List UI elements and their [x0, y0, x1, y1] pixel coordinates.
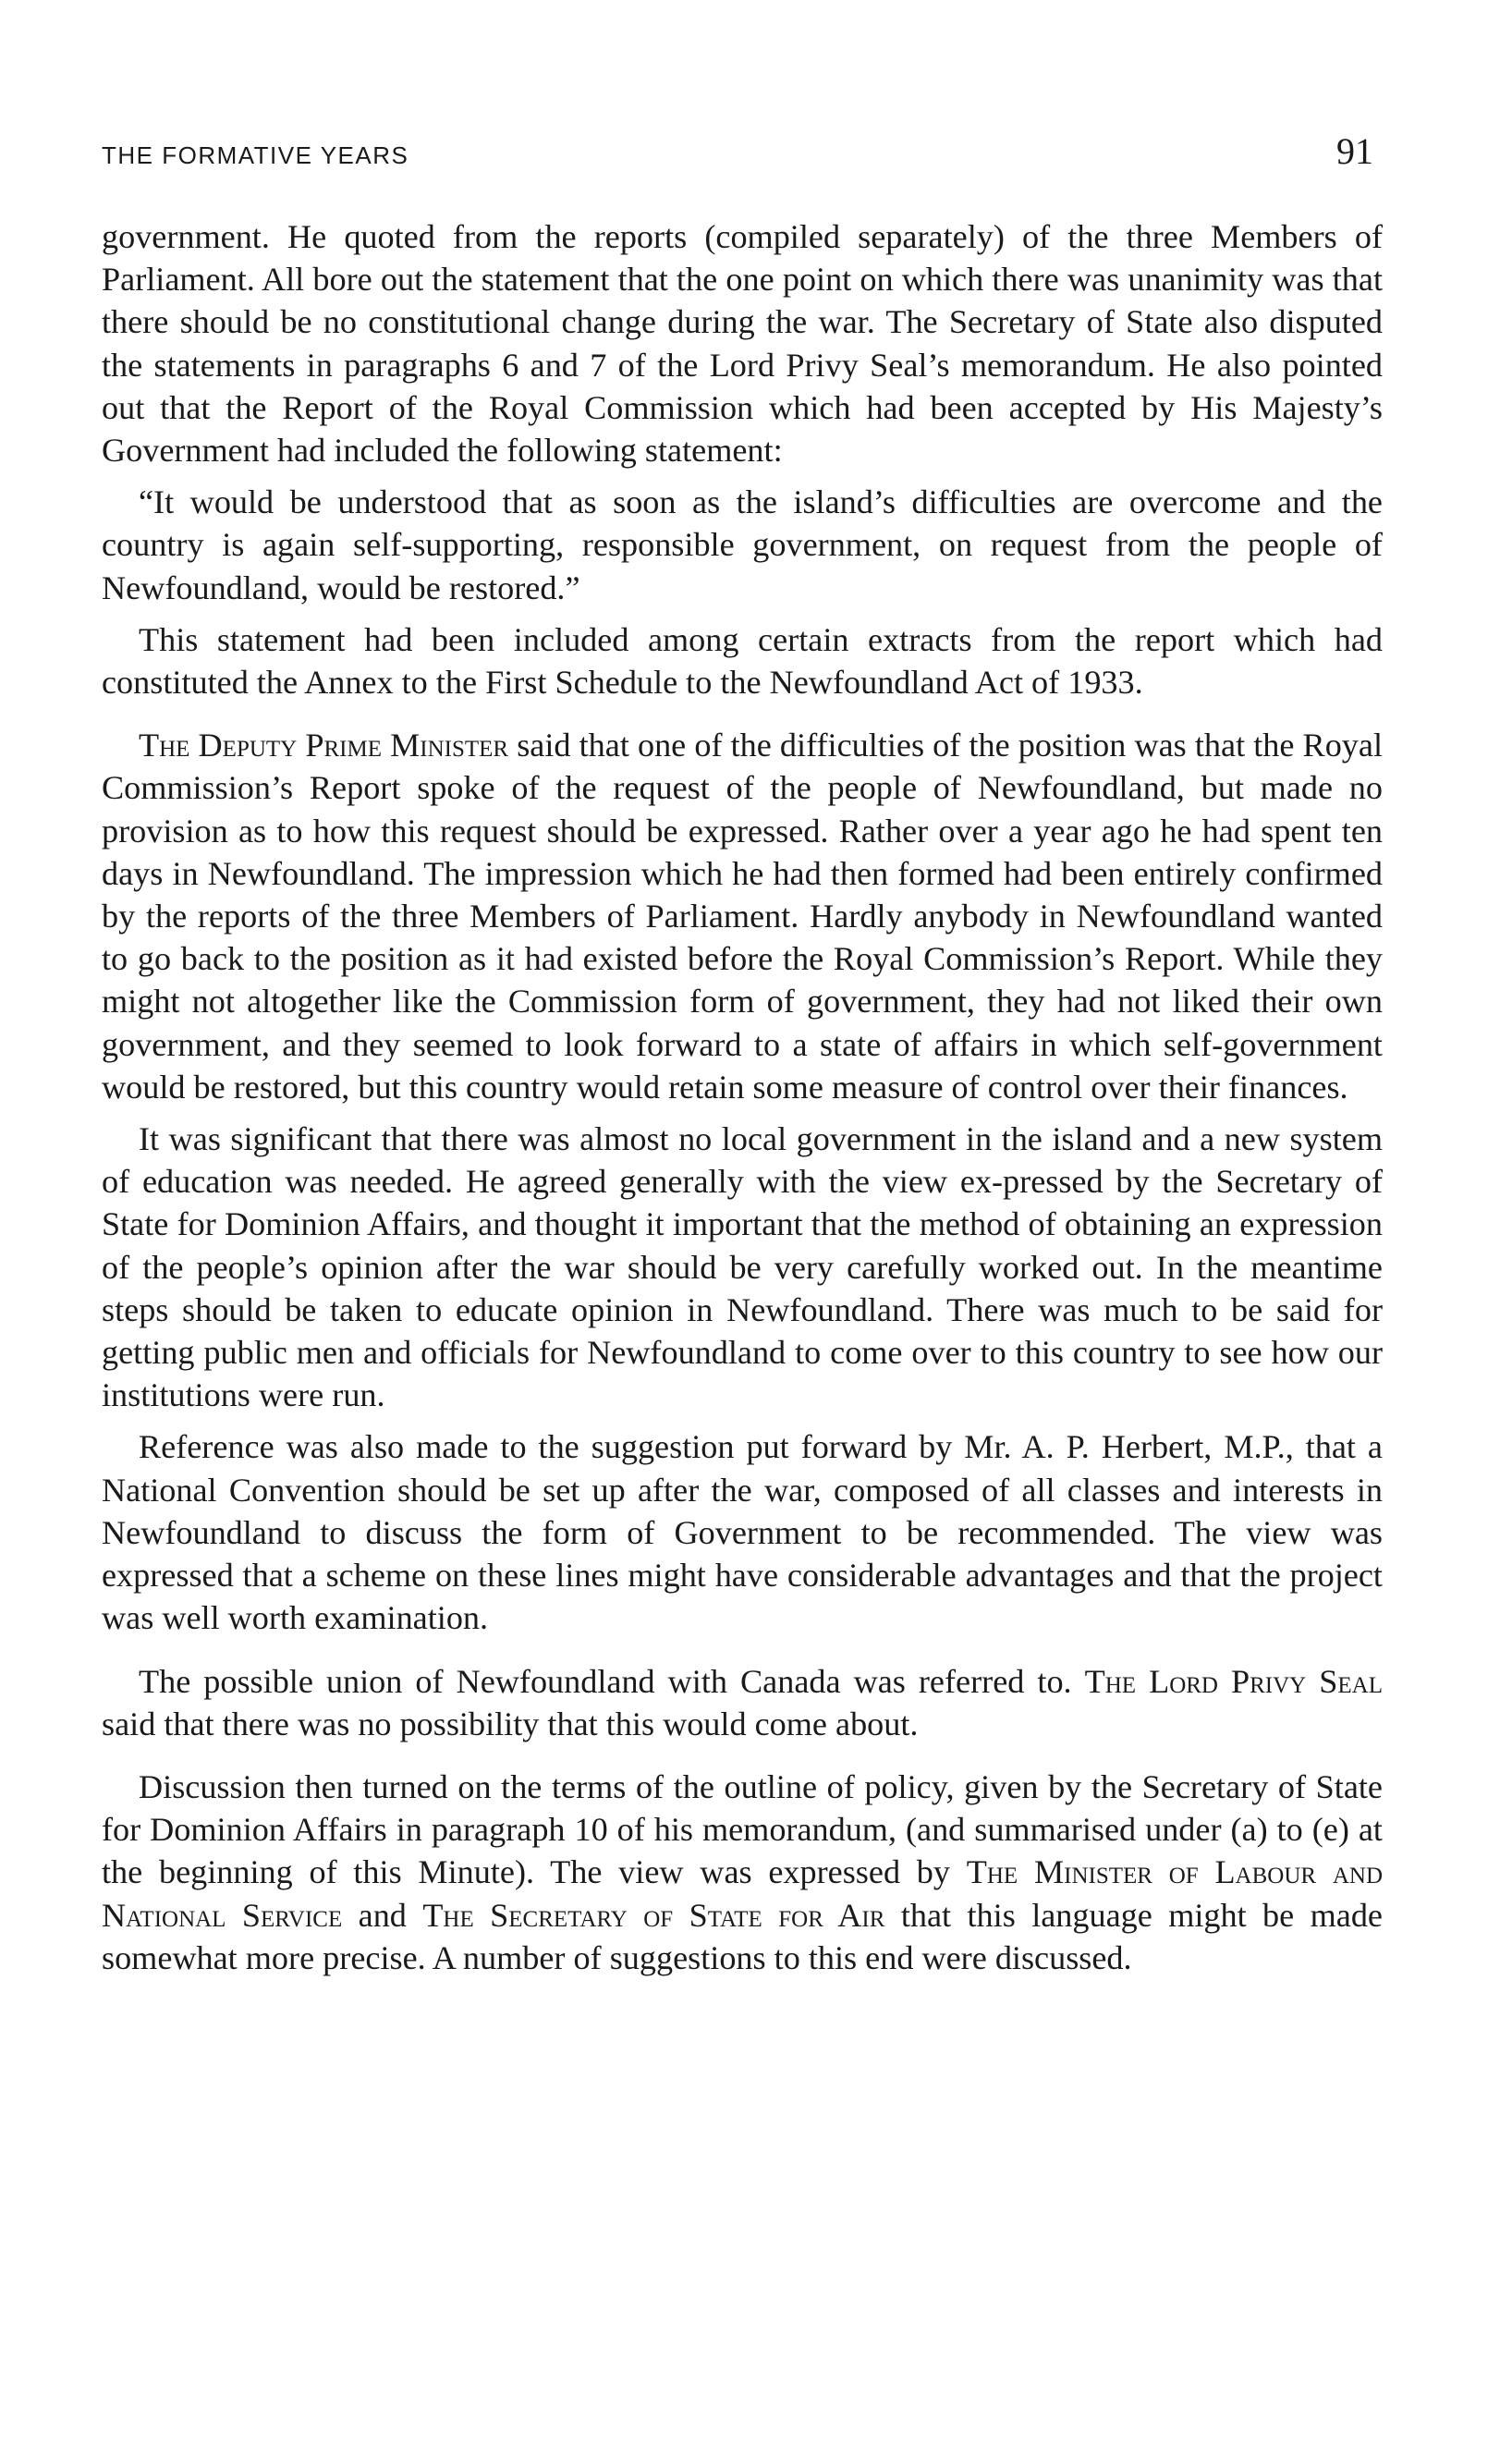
paragraph: It was significant that there was almost no local government in the island and a new system of education was needed. He agreed generally with the view ex-pressed by the Secretary of State for Dominion Affairs, and thought it important that the method of obtaining an expression of the people’s opinion after the war should be very carefully worked out. In the meantime steps should be taken to educate opinion in Newfoundland. There was much to be said for getting public men and officials for Newfoundland to come over to this country to see how our institutions were run. — [102, 1120, 1383, 1414]
paragraph: Reference was also made to the suggestion put forward by Mr. A. P. Herbert, M.P., that a National Convention should be set up after the war, composed of all classes and interests in Newfoundland to discuss the form of Government to be recommended. The view was expressed that a scheme on these lines might have considerable advantages and that the project was well worth examination. — [102, 1428, 1383, 1637]
body-text — [102, 215, 1383, 1979]
running-header-title: THE FORMATIVE YEARS — [102, 141, 409, 169]
quoted-statement: “It would be understood that as soon as the island’s difficulties are overcome and the country is again self-supporting, responsible government, on request from the people of Newfoundland, would be restored.” — [102, 483, 1383, 606]
paragraph-continuation: government. He quoted from the reports (compiled separately) of the three Members of Parliament. All bore out the statement that the one point on which there was unanimity was that there should be no constitutional change during the war. The Secretary of State also disputed the statements in paragraphs 6 and 7 of the Lord Privy Seal’s memorandum. He also pointed out that the Report of the Royal Commission which had been accepted by His Majesty’s Government had included the following statement: — [102, 218, 1383, 470]
paragraph: The Deputy Prime Minister said that one of the difficulties of the position was that the Royal Commission’s Report spoke of the request of the people of Newfoundland, but made no provision as to how this request should be expressed. Rather over a year ago he had spent ten days in Newfoundland. The impression which he had then formed had been entirely confirmed by the reports of the three Members of Parliament. Hardly anybody in Newfoundland wanted to go back to the position as it had existed before the Royal Commission’s Report. While they might not altogether like the Commission form of government, they had not liked their own government, and they seemed to look forward to a state of affairs in which self-government would be restored, but this country would retain some measure of control over their finances. — [102, 727, 1384, 1106]
page-number: 91 — [1336, 130, 1373, 172]
paragraph: Discussion then turned on the terms of the outline of policy, given by the Secretary of State for Dominion Affairs in paragraph 10 of his memorandum, (and summarised under (a) to (e) at the beginning of this Minute). The view was expressed by The Minister of Labour and National Service and The Secretary of State for Air that this language might be made somewhat more precise. A number of suggestions to this end were discussed. — [102, 1767, 1383, 1976]
running-header — [102, 129, 1383, 173]
paragraph: The possible union of Newfoundland with Canada was referred to. The Lord Privy Seal said that there was no possibility that this would come about. — [102, 1662, 1383, 1742]
speaker-name: The Minister of Labour and National Service — [102, 1853, 1383, 1934]
paragraph: This statement had been included among certain extracts from the report which had constituted the Annex to the First Schedule to the Newfoundland Act of 1933. — [102, 620, 1383, 702]
speaker-name: The Lord Privy Seal — [1084, 1662, 1383, 1700]
speaker-name: The Secretary of State for Air — [422, 1896, 885, 1934]
speaker-name: The Deputy Prime Minister — [139, 727, 509, 764]
